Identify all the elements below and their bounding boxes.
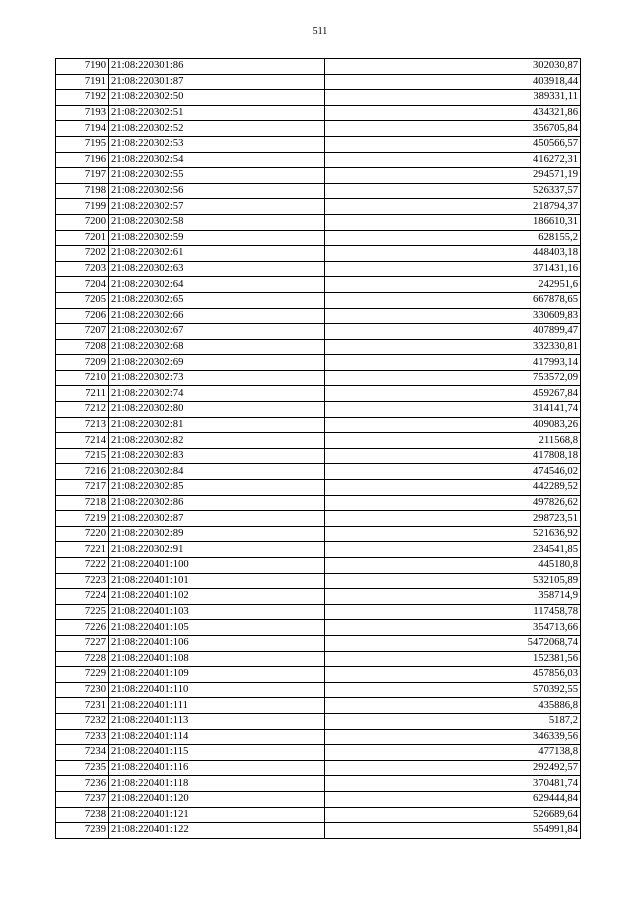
cadastral-number-cell: 21:08:220301:87 [109,74,325,90]
table-row [56,558,581,574]
cadastral-number-cell: 21:08:220301:86 [109,59,325,75]
cadastral-number-cell: 21:08:220302:50 [109,90,325,106]
cadastral-value-cell: 218794,37 [325,199,581,215]
row-number-cell: 7199 [56,199,109,215]
row-number-cell: 7212 [56,402,109,418]
cadastral-number-cell: 21:08:220401:108 [109,651,325,667]
table-row [56,620,581,636]
table-row [56,807,581,823]
table-row [56,542,581,558]
table-row [56,651,581,667]
cadastral-number-cell: 21:08:220302:74 [109,386,325,402]
cadastral-number-cell: 21:08:220302:87 [109,511,325,527]
cadastral-number-cell: 21:08:220302:51 [109,105,325,121]
cadastral-value-cell: 417993,14 [325,355,581,371]
row-number-cell: 7205 [56,292,109,308]
cadastral-value-cell: 442289,52 [325,480,581,496]
cadastral-value-cell: 298723,51 [325,511,581,527]
row-number-cell: 7224 [56,589,109,605]
cadastral-number-cell: 21:08:220302:53 [109,136,325,152]
row-number-cell: 7238 [56,807,109,823]
table-row [56,168,581,184]
page-number: 511 [312,26,328,37]
cadastral-value-cell: 370481,74 [325,776,581,792]
cadastral-number-cell: 21:08:220302:57 [109,199,325,215]
cadastral-value-cell: 457856,03 [325,667,581,683]
table-row [56,386,581,402]
cadastral-number-cell: 21:08:220401:109 [109,667,325,683]
cadastral-value-cell: 526689,64 [325,807,581,823]
table-row [56,402,581,418]
row-number-cell: 7231 [56,698,109,714]
cadastral-value-cell: 389331,11 [325,90,581,106]
cadastral-number-cell: 21:08:220401:114 [109,729,325,745]
cadastral-number-cell: 21:08:220302:64 [109,277,325,293]
cadastral-value-cell: 292492,57 [325,760,581,776]
cadastral-value-cell: 416272,31 [325,152,581,168]
cadastral-value-cell: 667878,65 [325,292,581,308]
cadastral-number-cell: 21:08:220401:120 [109,791,325,807]
cadastral-number-cell: 21:08:220401:106 [109,635,325,651]
cadastral-value-cell: 314141,74 [325,402,581,418]
table-row [56,230,581,246]
row-number-cell: 7221 [56,542,109,558]
cadastral-number-cell: 21:08:220302:61 [109,246,325,262]
row-number-cell: 7232 [56,713,109,729]
table-row [56,152,581,168]
table-row [56,760,581,776]
cadastral-value-cell: 570392,55 [325,682,581,698]
cadastral-value-cell: 330609,83 [325,308,581,324]
row-number-cell: 7193 [56,105,109,121]
table-row [56,526,581,542]
row-number-cell: 7208 [56,339,109,355]
row-number-cell: 7198 [56,183,109,199]
row-number-cell: 7204 [56,277,109,293]
cadastral-number-cell: 21:08:220401:111 [109,698,325,714]
row-number-cell: 7227 [56,635,109,651]
table-row [56,635,581,651]
cadastral-value-cell: 356705,84 [325,121,581,137]
cadastral-number-cell: 21:08:220401:116 [109,760,325,776]
cadastral-value-cell: 186610,31 [325,214,581,230]
table-row [56,433,581,449]
table-row [56,292,581,308]
row-number-cell: 7196 [56,152,109,168]
cadastral-value-cell: 532105,89 [325,573,581,589]
cadastral-number-cell: 21:08:220302:82 [109,433,325,449]
cadastral-number-cell: 21:08:220302:66 [109,308,325,324]
cadastral-number-cell: 21:08:220302:59 [109,230,325,246]
table-row [56,214,581,230]
table-row [56,589,581,605]
cadastral-value-cell: 5187,2 [325,713,581,729]
table-row [56,480,581,496]
table-row [56,417,581,433]
cadastral-value-table [55,58,581,839]
table-row [56,573,581,589]
table-row [56,464,581,480]
row-number-cell: 7217 [56,480,109,496]
cadastral-number-cell: 21:08:220302:83 [109,448,325,464]
row-number-cell: 7211 [56,386,109,402]
cadastral-value-cell: 497826,62 [325,495,581,511]
table-row [56,199,581,215]
cadastral-number-cell: 21:08:220302:65 [109,292,325,308]
cadastral-number-cell: 21:08:220302:80 [109,402,325,418]
cadastral-value-cell: 234541,85 [325,542,581,558]
table-row [56,745,581,761]
cadastral-value-cell: 117458,78 [325,604,581,620]
table-row [56,261,581,277]
row-number-cell: 7239 [56,823,109,839]
row-number-cell: 7190 [56,59,109,75]
table-row [56,183,581,199]
cadastral-value-cell: 407899,47 [325,324,581,340]
table-row [56,495,581,511]
cadastral-value-cell: 459267,84 [325,386,581,402]
cadastral-number-cell: 21:08:220302:67 [109,324,325,340]
table-row [56,74,581,90]
cadastral-number-cell: 21:08:220302:85 [109,480,325,496]
row-number-cell: 7210 [56,370,109,386]
cadastral-number-cell: 21:08:220401:102 [109,589,325,605]
table-row [56,246,581,262]
cadastral-number-cell: 21:08:220401:118 [109,776,325,792]
cadastral-value-cell: 354713,66 [325,620,581,636]
cadastral-value-cell: 358714,9 [325,589,581,605]
row-number-cell: 7230 [56,682,109,698]
cadastral-value-cell: 628155,2 [325,230,581,246]
row-number-cell: 7215 [56,448,109,464]
row-number-cell: 7219 [56,511,109,527]
table-row [56,339,581,355]
row-number-cell: 7191 [56,74,109,90]
cadastral-number-cell: 21:08:220302:81 [109,417,325,433]
row-number-cell: 7216 [56,464,109,480]
cadastral-number-cell: 21:08:220401:110 [109,682,325,698]
row-number-cell: 7220 [56,526,109,542]
cadastral-value-cell: 526337,57 [325,183,581,199]
cadastral-value-cell: 554991,84 [325,823,581,839]
row-number-cell: 7194 [56,121,109,137]
cadastral-value-cell: 417808,18 [325,448,581,464]
row-number-cell: 7195 [56,136,109,152]
cadastral-value-cell: 371431,16 [325,261,581,277]
row-number-cell: 7228 [56,651,109,667]
row-number-cell: 7222 [56,558,109,574]
table-body [56,59,581,839]
cadastral-number-cell: 21:08:220302:84 [109,464,325,480]
cadastral-value-cell: 152381,56 [325,651,581,667]
cadastral-value-cell: 211568,8 [325,433,581,449]
table-row [56,105,581,121]
row-number-cell: 7236 [56,776,109,792]
table-row [56,776,581,792]
cadastral-number-cell: 21:08:220401:103 [109,604,325,620]
cadastral-value-cell: 409083,26 [325,417,581,433]
row-number-cell: 7214 [56,433,109,449]
cadastral-number-cell: 21:08:220302:58 [109,214,325,230]
row-number-cell: 7226 [56,620,109,636]
cadastral-value-cell: 629444,84 [325,791,581,807]
cadastral-number-cell: 21:08:220401:101 [109,573,325,589]
table-row [56,136,581,152]
row-number-cell: 7223 [56,573,109,589]
cadastral-value-cell: 242951,6 [325,277,581,293]
cadastral-value-cell: 434321,86 [325,105,581,121]
row-number-cell: 7206 [56,308,109,324]
row-number-cell: 7203 [56,261,109,277]
cadastral-number-cell: 21:08:220302:56 [109,183,325,199]
cadastral-number-cell: 21:08:220302:55 [109,168,325,184]
cadastral-number-cell: 21:08:220401:105 [109,620,325,636]
cadastral-value-cell: 753572,09 [325,370,581,386]
table-row [56,698,581,714]
cadastral-number-cell: 21:08:220302:63 [109,261,325,277]
table-row [56,448,581,464]
cadastral-number-cell: 21:08:220302:91 [109,542,325,558]
cadastral-value-cell: 448403,18 [325,246,581,262]
cadastral-value-cell: 521636,92 [325,526,581,542]
table-row [56,791,581,807]
table-row [56,121,581,137]
cadastral-value-cell: 332330,81 [325,339,581,355]
row-number-cell: 7192 [56,90,109,106]
cadastral-number-cell: 21:08:220302:52 [109,121,325,137]
table-row [56,682,581,698]
cadastral-value-cell: 346339,56 [325,729,581,745]
cadastral-value-cell: 302030,87 [325,59,581,75]
table-row [56,59,581,75]
cadastral-value-cell: 474546,02 [325,464,581,480]
cadastral-value-cell: 294571,19 [325,168,581,184]
row-number-cell: 7200 [56,214,109,230]
row-number-cell: 7218 [56,495,109,511]
table-row [56,511,581,527]
cadastral-value-cell: 435886,8 [325,698,581,714]
row-number-cell: 7237 [56,791,109,807]
table-row [56,604,581,620]
cadastral-number-cell: 21:08:220302:68 [109,339,325,355]
table-row [56,324,581,340]
cadastral-value-cell: 403918,44 [325,74,581,90]
cadastral-number-cell: 21:08:220302:73 [109,370,325,386]
cadastral-value-cell: 445180,8 [325,558,581,574]
cadastral-number-cell: 21:08:220302:89 [109,526,325,542]
cadastral-number-cell: 21:08:220302:54 [109,152,325,168]
row-number-cell: 7209 [56,355,109,371]
row-number-cell: 7197 [56,168,109,184]
cadastral-number-cell: 21:08:220401:115 [109,745,325,761]
table-row [56,823,581,839]
row-number-cell: 7213 [56,417,109,433]
table-row [56,713,581,729]
row-number-cell: 7207 [56,324,109,340]
table-row [56,667,581,683]
cadastral-value-cell: 477138,8 [325,745,581,761]
row-number-cell: 7201 [56,230,109,246]
row-number-cell: 7225 [56,604,109,620]
table-row [56,308,581,324]
table-row [56,729,581,745]
cadastral-number-cell: 21:08:220302:86 [109,495,325,511]
row-number-cell: 7234 [56,745,109,761]
row-number-cell: 7229 [56,667,109,683]
table-row [56,355,581,371]
cadastral-number-cell: 21:08:220401:121 [109,807,325,823]
cadastral-number-cell: 21:08:220401:100 [109,558,325,574]
table-row [56,277,581,293]
cadastral-number-cell: 21:08:220401:122 [109,823,325,839]
row-number-cell: 7233 [56,729,109,745]
cadastral-value-cell: 450566,57 [325,136,581,152]
cadastral-number-cell: 21:08:220302:69 [109,355,325,371]
cadastral-number-cell: 21:08:220401:113 [109,713,325,729]
table-row [56,370,581,386]
row-number-cell: 7235 [56,760,109,776]
cadastral-value-cell: 5472068,74 [325,635,581,651]
table-row [56,90,581,106]
row-number-cell: 7202 [56,246,109,262]
